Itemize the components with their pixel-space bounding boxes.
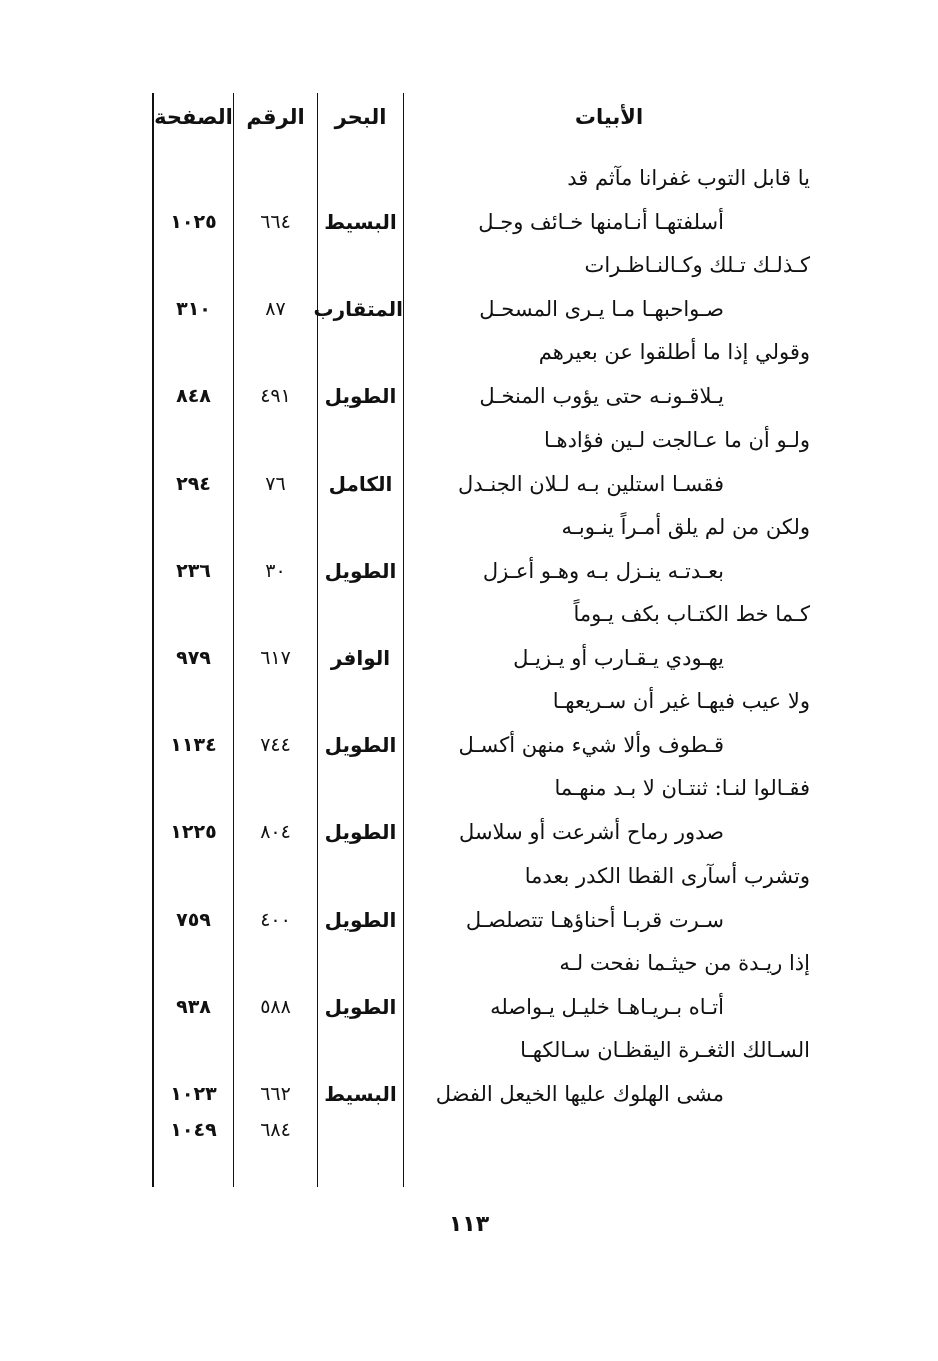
page-cell: ٧٥٩ (176, 909, 211, 931)
number-cell: ٧٦ (265, 473, 286, 495)
meter-cell: الطويل (324, 908, 397, 932)
verse-first-hemistich: ولا عيب فيهـا غير أن سـريعهـا (552, 689, 810, 713)
verse-first-hemistich: وقولي إذا ما أطلقوا عن بعيرهم (538, 340, 810, 364)
number-cell: ٦٦٤ (260, 211, 291, 233)
number-cell: ٧٤٤ (260, 734, 291, 756)
meter-cell: الطويل (324, 384, 397, 408)
verse-second-hemistich: يـلاقـونـه حتى يؤوب المنخـل (479, 384, 724, 408)
header-meter: البحر (334, 105, 387, 129)
header-verses: الأبيات (574, 105, 644, 129)
number-cell: ٤٠٠ (260, 909, 291, 931)
verse-first-hemistich: السـالك الثغـرة اليقظـان سـالكهـا (520, 1038, 810, 1062)
meter-cell: الكامل (328, 472, 393, 496)
page-cell: ٢٩٤ (176, 473, 211, 495)
page-cell: ١٠٢٥ (170, 211, 217, 233)
verse-second-hemistich: أتـاه بـريـاهـا خليـل يـواصله (490, 995, 724, 1019)
number-cell: ٥٨٨ (260, 996, 291, 1018)
meter-cell: البسيط (324, 1082, 397, 1106)
verse-first-hemistich: إذا ريـدة من حيثـما نفحت لـه (559, 951, 810, 975)
meter-cell: البسيط (324, 210, 397, 234)
page-cell: ١٠٢٣ (170, 1083, 217, 1105)
header-number: الرقم (246, 105, 305, 129)
verse-second-hemistich: مشى الهلوك عليها الخيعل الفضل (435, 1082, 724, 1106)
table-row (0, 160, 938, 248)
meter-cell: الطويل (324, 733, 397, 757)
table-row (0, 1032, 938, 1120)
verse-second-hemistich: يهـودي يـقـارب أو يـزيـل (513, 646, 724, 670)
meter-cell: المتقارب (313, 297, 403, 321)
verse-second-hemistich: صدور رماح أشرعت أو سلاسل (459, 820, 724, 844)
verse-first-hemistich: كـما خط الكتـاب بكف يـوماً (573, 602, 810, 626)
meter-cell: الطويل (324, 820, 397, 844)
meter-cell: الطويل (324, 995, 397, 1019)
number-cell: ٨٠٤ (260, 821, 291, 843)
table-row (0, 945, 938, 1033)
table-row (0, 596, 938, 684)
table-row (0, 247, 938, 335)
verse-second-hemistich: فقسـا استلين بـه لـلان الجنـدل (457, 472, 724, 496)
page-cell: ٩٧٩ (176, 647, 211, 669)
page-cell: ٢٣٦ (176, 560, 211, 582)
table-row (0, 858, 938, 946)
page-cell: ٩٣٨ (176, 996, 211, 1018)
verse-first-hemistich: وتشرب أسآرى القطا الكدر بعدما (524, 864, 810, 888)
page-cell: ٣١٠ (176, 298, 211, 320)
page-cell: ٨٤٨ (176, 385, 211, 407)
number-cell: ٤٩١ (260, 385, 291, 407)
verse-second-hemistich: قـطوف وألا شيء منهن أكسـل (458, 733, 724, 757)
meter-cell: الوافر (330, 646, 391, 670)
number-cell: ٦١٧ (260, 647, 291, 669)
meter-cell: الطويل (324, 559, 397, 583)
verse-first-hemistich: يا قابل التوب غفرانا مآثم قد (567, 166, 810, 190)
table-row (0, 683, 938, 771)
number-cell: ٣٠ (265, 560, 286, 582)
table-row (0, 509, 938, 597)
page-number: ١١٣ (448, 1212, 490, 1237)
verse-second-hemistich: أسلفتهـا أنـامنها خـائف وجـل (478, 210, 724, 234)
table-row (0, 422, 938, 510)
table-row (0, 334, 938, 422)
verse-first-hemistich: فقـالوا لنـا: ثنتـان لا بـد منهـما (554, 776, 810, 800)
number-cell: ٨٧ (265, 298, 286, 320)
table-row (0, 770, 938, 858)
verse-second-hemistich: بعـدتـه ينـزل بـه وهـو أعـزل (482, 559, 724, 583)
verse-second-hemistich: صـواحبهـا مـا يـرى المسحـل (479, 297, 724, 321)
verse-first-hemistich: ولكن من لم يلق أمـراً ينـوبـه (561, 515, 810, 539)
extra-row-page: ١٠٤٩ (170, 1119, 217, 1141)
header-page: الصفحة (154, 105, 233, 129)
page-cell: ١١٣٤ (170, 734, 217, 756)
verse-second-hemistich: سـرت قربـا أحناؤهـا تتصلصـل (465, 908, 724, 932)
verse-first-hemistich: ولـو أن ما عـالجت لـين فؤادهـا (543, 428, 810, 452)
extra-row-number: ٦٨٤ (260, 1119, 291, 1141)
verse-first-hemistich: كـذلـك تـلك وكـالنـاظـرات (584, 253, 810, 277)
number-cell: ٦٦٢ (260, 1083, 291, 1105)
page-cell: ١٢٢٥ (170, 821, 217, 843)
